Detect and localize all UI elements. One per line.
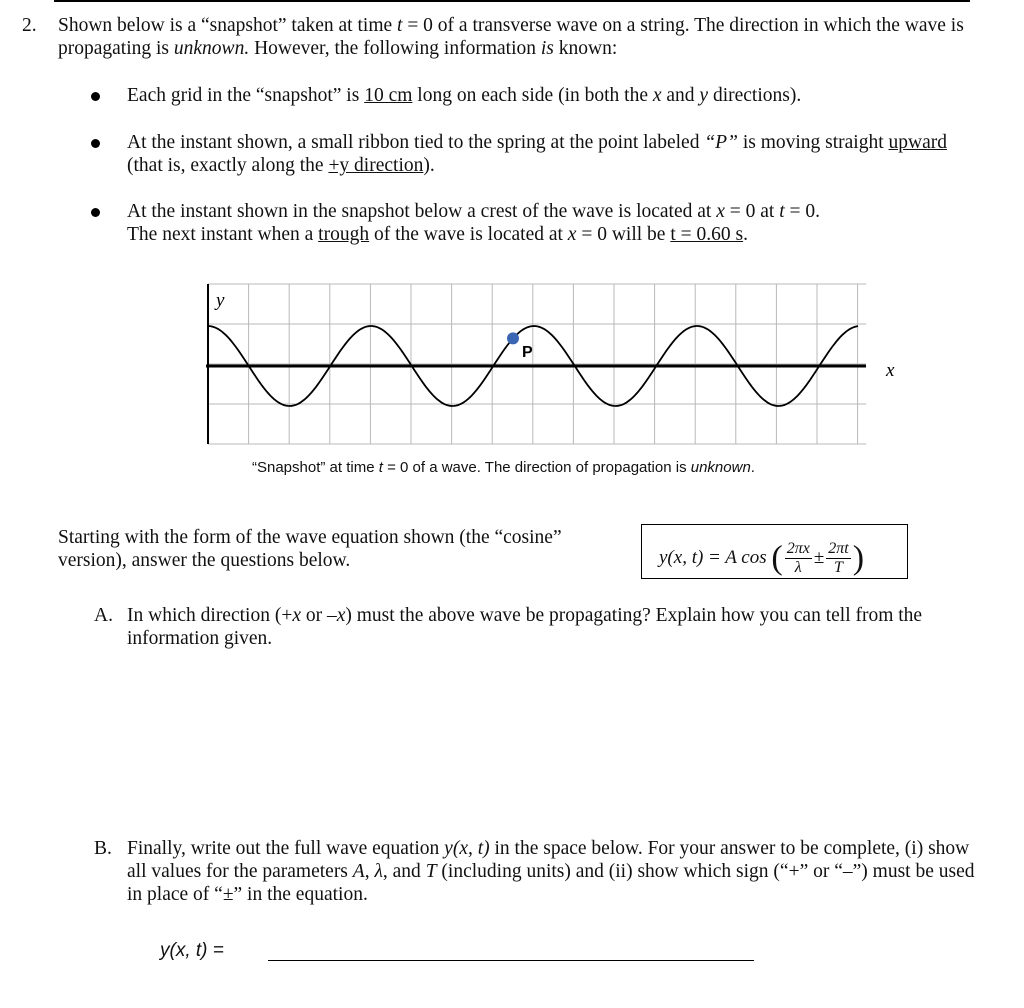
part-b-label: B. [94, 838, 112, 859]
answer-label: y(x, t) = [160, 940, 224, 961]
fraction-t: $\frac{2\pi t}{T}$ [828, 540, 849, 576]
bullet-dot [91, 92, 100, 101]
wave-equation: y(x, t) = A cos ( $\frac{2\pi x}{\lambda}$ ± $\frac{2\pi t}{T}$ ) [659, 539, 865, 577]
part-a-label: A. [94, 605, 113, 626]
answer-line[interactable] [268, 960, 754, 961]
grid [208, 284, 866, 444]
cosine-intro: Starting with the form of the wave equation shown (the “cosine” version), answer the questions below. [58, 527, 562, 571]
point-p-marker [507, 332, 519, 344]
y-axis-label: y [216, 290, 225, 311]
bullet-dot [91, 139, 100, 148]
wave-snapshot-graph [206, 280, 906, 452]
bullet-grid-size: Each grid in the “snapshot” is 10 cm long on each side (in both the x and y directions). [127, 85, 802, 106]
figure-caption: “Snapshot” at time t = 0 of a wave. The direction of propagation is unknown. [252, 459, 755, 476]
question-intro: Shown below is a “snapshot” taken at time t = 0 of a transverse wave on a string. The direction in which the wave is propagating is unknown. However, the following information is known: [58, 15, 964, 59]
top-rule [54, 0, 970, 2]
part-a-question: In which direction (+x or –x) must the above wave be propagating? Explain how you can tell from the information given. [127, 605, 923, 649]
bullet-dot [91, 208, 100, 217]
part-b-question: Finally, write out the full wave equation y(x, t) in the space below. For your answer to be complete, (i) show all values for the parameters A, λ, and T (including units) and (ii) show which sign (“+” or “–”) must be used in place of “±” in the equation. [127, 838, 975, 905]
point-p-label: P [522, 344, 533, 361]
left-paren: ( [771, 539, 783, 577]
x-axis-label: x [886, 360, 895, 381]
question-number: 2. [22, 15, 37, 36]
right-paren: ) [852, 539, 865, 577]
bullet-ribbon: At the instant shown, a small ribbon tied to the spring at the point labeled “P” is moving straight upward (that is, exactly along the +y direction). [127, 132, 948, 176]
bullet-crest-trough: At the instant shown in the snapshot below a crest of the wave is located at x = 0 at t = 0. The next instant when a trough of the wave is located at x = 0 will be t = 0.60 s. [127, 201, 820, 245]
fraction-x: $\frac{2\pi x}{\lambda}$ [786, 540, 810, 576]
